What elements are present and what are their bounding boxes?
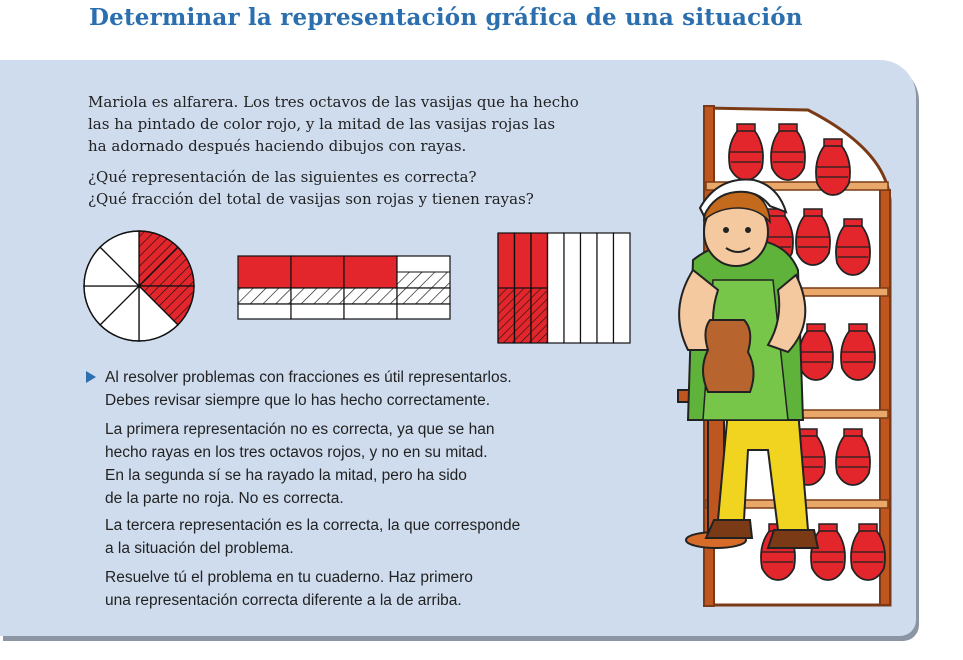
hatch-fill bbox=[397, 272, 450, 288]
vase bbox=[799, 330, 833, 380]
vase bbox=[851, 530, 885, 580]
paragraph-third bbox=[105, 566, 473, 612]
tip-text bbox=[105, 366, 512, 412]
white-column bbox=[564, 233, 581, 343]
problem-statement bbox=[88, 91, 579, 157]
tip-line: Al resolver problemas con fracciones es útil representarlos. bbox=[105, 369, 512, 386]
circle-fraction-diagram bbox=[82, 229, 196, 343]
white-column bbox=[597, 233, 614, 343]
paragraph-line: hecho rayas en los tres octavos rojos, y no en su mitad. bbox=[105, 444, 488, 461]
vase bbox=[841, 330, 875, 380]
problem-line: ha adornado después haciendo dibujos con rayas. bbox=[88, 137, 467, 155]
page-title: Determinar la representación gráfica de una situación bbox=[89, 4, 803, 31]
hatch-fill bbox=[291, 288, 344, 304]
problem-line: Mariola es alfarera. Los tres octavos de las vasijas que ha hecho bbox=[88, 93, 579, 111]
hatch-fill bbox=[238, 288, 291, 304]
white-cell bbox=[238, 304, 291, 319]
paragraph-line: La primera representación no es correcta, ya que se han bbox=[105, 421, 495, 438]
vase bbox=[729, 130, 763, 180]
white-column bbox=[614, 233, 631, 343]
white-cell bbox=[344, 304, 397, 319]
striped-region bbox=[498, 288, 548, 343]
hatch-fill bbox=[344, 288, 397, 304]
vase bbox=[771, 130, 805, 180]
white-column bbox=[548, 233, 565, 343]
paragraph-line: En la segunda sí se ha rayado la mitad, pero ha sido bbox=[105, 467, 467, 484]
red-cell bbox=[238, 256, 291, 288]
potter-illustration bbox=[658, 90, 898, 610]
paragraph-line: Resuelve tú el problema en tu cuaderno. Haz primero bbox=[105, 569, 473, 586]
bar-fraction-diagram bbox=[236, 254, 452, 322]
question-line: ¿Qué fracción del total de vasijas son rojas y tienen rayas? bbox=[88, 190, 534, 208]
paragraph-first bbox=[105, 418, 494, 510]
tip-line: Debes revisar siempre que lo has hecho correctamente. bbox=[105, 392, 491, 409]
red-cell bbox=[344, 256, 397, 288]
paragraph-line: de la parte no roja. No es correcta. bbox=[105, 490, 344, 507]
vase bbox=[836, 435, 870, 485]
white-cell bbox=[291, 304, 344, 319]
vase bbox=[796, 215, 830, 265]
question-line: ¿Qué representación de las siguientes es correcta? bbox=[88, 168, 477, 186]
hatch-fill bbox=[397, 288, 450, 304]
problem-questions bbox=[88, 166, 534, 210]
red-cell bbox=[291, 256, 344, 288]
white-cell bbox=[397, 304, 450, 319]
white-column bbox=[581, 233, 598, 343]
vase bbox=[836, 225, 870, 275]
paragraph-line: una representación correcta diferente a la de arriba. bbox=[105, 592, 462, 609]
column-fraction-diagram bbox=[496, 231, 632, 345]
paragraph-second bbox=[105, 514, 520, 560]
paragraph-line: a la situación del problema. bbox=[105, 540, 294, 557]
paragraph-line: La tercera representación es la correcta, la que corresponde bbox=[105, 517, 521, 534]
triangle-bullet-icon bbox=[86, 371, 96, 383]
vase bbox=[816, 145, 850, 195]
problem-line: las ha pintado de color rojo, y la mitad de las vasijas rojas las bbox=[88, 115, 556, 133]
